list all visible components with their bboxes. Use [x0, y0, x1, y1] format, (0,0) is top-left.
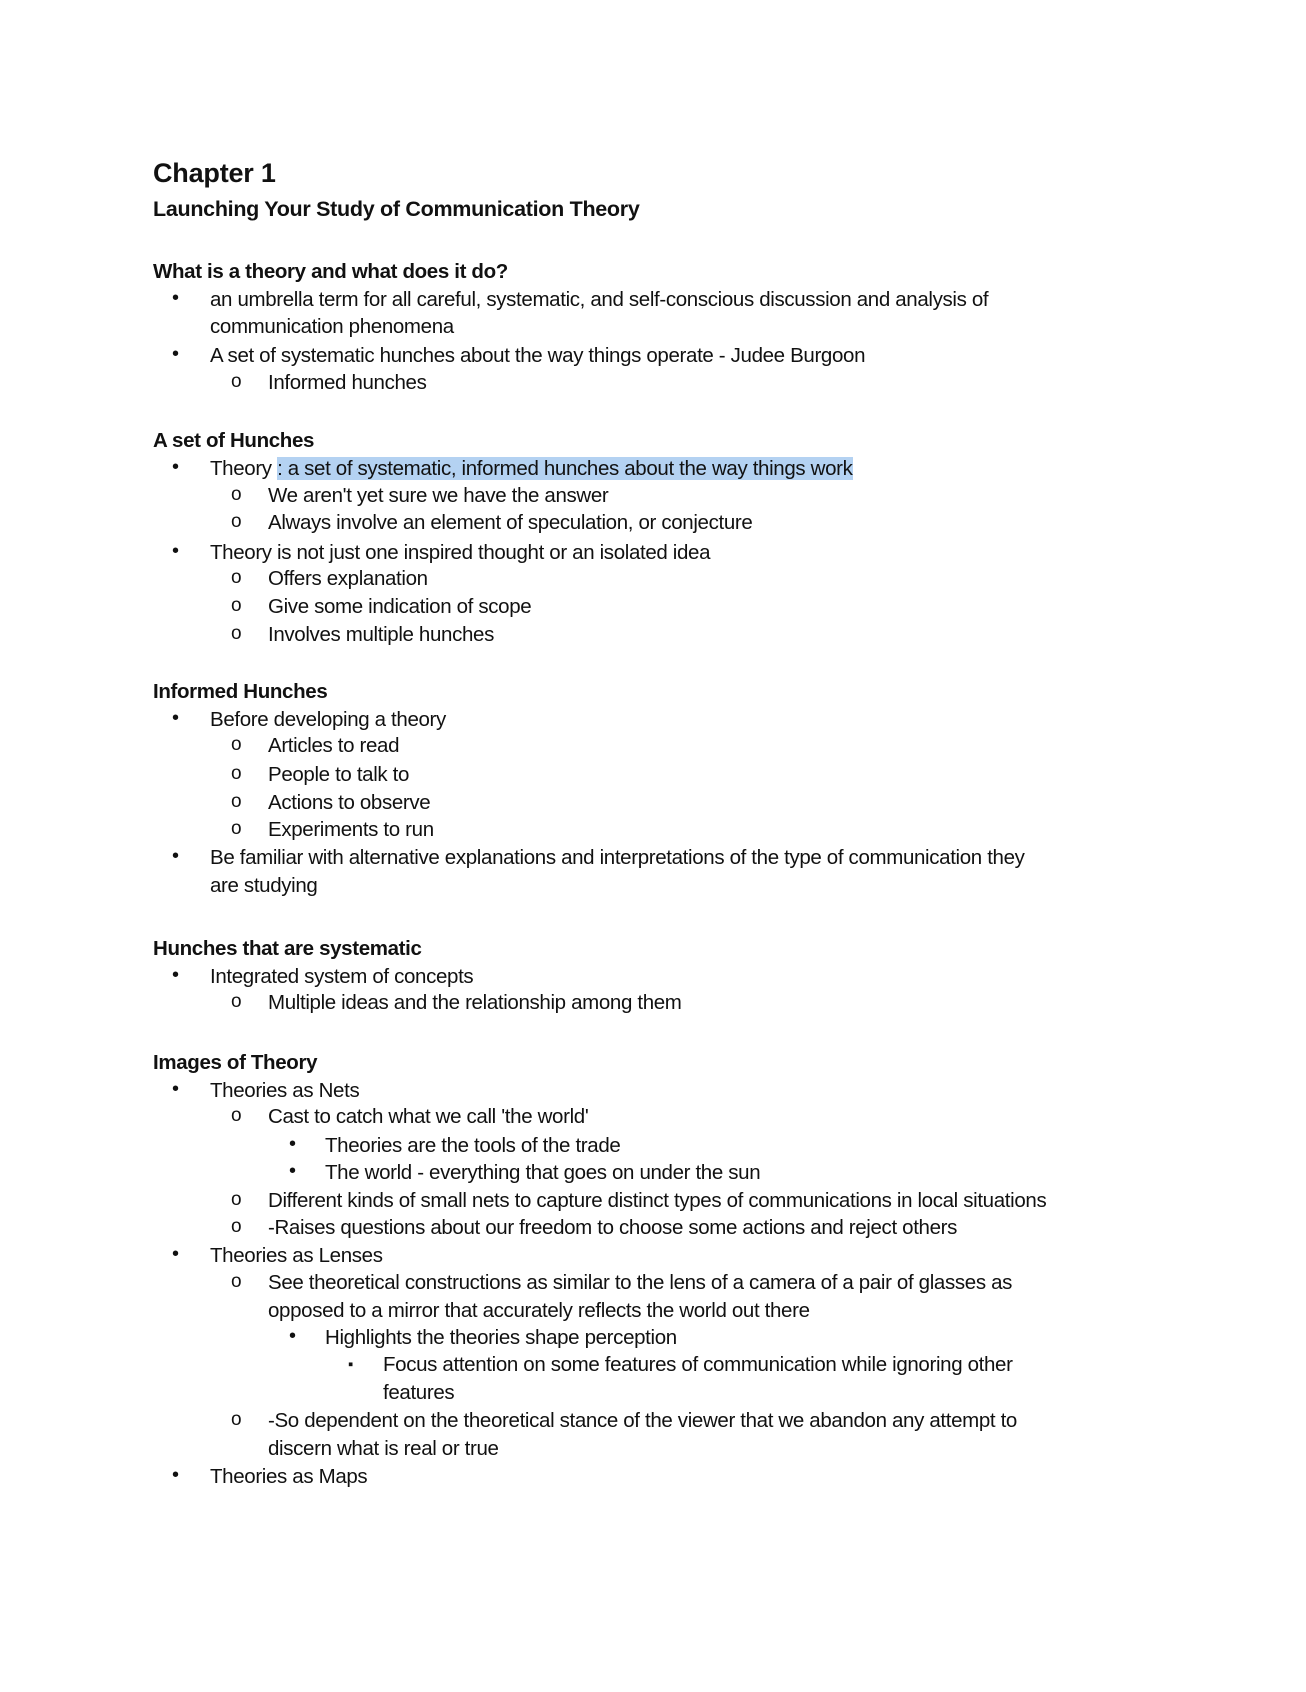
list-item: A set of systematic hunches about the way things operate - Judee Burgoon	[210, 344, 866, 367]
list-subitem: Cast to catch what we call 'the world'	[268, 1105, 589, 1128]
list-subitem: Involves multiple hunches	[268, 623, 494, 646]
list-item	[210, 456, 853, 482]
bullet-marker: •	[289, 1325, 297, 1347]
circle-marker: o	[231, 1271, 242, 1292]
list-subitem: We aren't yet sure we have the answer	[268, 484, 609, 507]
list-subitem: Informed hunches	[268, 371, 427, 394]
circle-marker: o	[231, 1105, 242, 1126]
list-subitem: Experiments to run	[268, 818, 434, 841]
list-subitem: Multiple ideas and the relationship among them	[268, 991, 682, 1014]
circle-marker: o	[231, 371, 242, 392]
list-subitem: People to talk to	[268, 763, 410, 786]
chapter-title: Chapter 1	[153, 158, 276, 188]
list-subitem: Give some indication of scope	[268, 595, 532, 618]
bullet-marker: •	[172, 287, 180, 309]
list-item: Integrated system of concepts	[210, 965, 474, 988]
circle-marker: o	[231, 1409, 242, 1430]
bullet-marker: •	[172, 343, 180, 365]
list-level4-continuation: features	[383, 1381, 455, 1404]
highlighted-text: : a set of systematic, informed hunches about the way things work	[277, 457, 853, 480]
bullet-marker: •	[172, 456, 180, 478]
list-item: Theories as Lenses	[210, 1244, 383, 1267]
circle-marker: o	[231, 595, 242, 616]
circle-marker: o	[231, 818, 242, 839]
section-heading: Informed Hunches	[153, 680, 328, 703]
list-subitem: See theoretical constructions as similar to the lens of a camera of a pair of glasses as	[268, 1271, 1013, 1294]
circle-marker: o	[231, 1189, 242, 1210]
bullet-marker: •	[289, 1133, 297, 1155]
list-subitem: Different kinds of small nets to capture distinct types of communications in local situations	[268, 1189, 1047, 1212]
chapter-subtitle: Launching Your Study of Communication Theory	[153, 197, 640, 221]
circle-marker: o	[231, 734, 242, 755]
bullet-marker: •	[172, 1243, 180, 1265]
list-subitem: Actions to observe	[268, 791, 431, 814]
bullet-marker: •	[172, 540, 180, 562]
circle-marker: o	[231, 991, 242, 1012]
list-subitem-continuation: opposed to a mirror that accurately reflects the world out there	[268, 1299, 810, 1322]
list-item-continuation: communication phenomena	[210, 315, 454, 338]
list-item: Before developing a theory	[210, 708, 446, 731]
list-subitem-continuation: discern what is real or true	[268, 1437, 499, 1460]
circle-marker: o	[231, 484, 242, 505]
circle-marker: o	[231, 567, 242, 588]
list-subsubitem: Theories are the tools of the trade	[325, 1134, 621, 1157]
list-subitem: Offers explanation	[268, 567, 428, 590]
bullet-marker: •	[289, 1160, 297, 1182]
list-item: Theories as Nets	[210, 1079, 360, 1102]
list-subsubitem: The world - everything that goes on under the sun	[325, 1161, 761, 1184]
list-level4-item: Focus attention on some features of communication while ignoring other	[383, 1353, 1013, 1376]
section-heading: A set of Hunches	[153, 429, 315, 452]
bullet-marker: •	[172, 1464, 180, 1486]
list-subitem: -So dependent on the theoretical stance of the viewer that we abandon any attempt to	[268, 1409, 1017, 1432]
bullet-marker: •	[172, 707, 180, 729]
circle-marker: o	[231, 791, 242, 812]
circle-marker: o	[231, 1216, 242, 1237]
bullet-marker: •	[172, 1078, 180, 1100]
circle-marker: o	[231, 763, 242, 784]
section-heading: Images of Theory	[153, 1051, 318, 1074]
list-item-label: Theory	[210, 457, 278, 480]
list-item: an umbrella term for all careful, systematic, and self-conscious discussion and analysis of	[210, 288, 989, 311]
list-item-continuation: are studying	[210, 874, 318, 897]
list-subitem: -Raises questions about our freedom to choose some actions and reject others	[268, 1216, 958, 1239]
list-subsubitem: Highlights the theories shape perception	[325, 1326, 677, 1349]
circle-marker: o	[231, 511, 242, 532]
bullet-marker: •	[172, 964, 180, 986]
circle-marker: o	[231, 623, 242, 644]
list-subitem: Always involve an element of speculation, or conjecture	[268, 511, 753, 534]
list-item: Theories as Maps	[210, 1465, 368, 1488]
list-item: Theory is not just one inspired thought or an isolated idea	[210, 541, 711, 564]
bullet-marker: •	[172, 845, 180, 867]
list-item: Be familiar with alternative explanations and interpretations of the type of communication they	[210, 846, 1025, 869]
square-marker: ▪	[348, 1356, 354, 1373]
section-heading: Hunches that are systematic	[153, 937, 422, 960]
section-heading: What is a theory and what does it do?	[153, 260, 508, 283]
list-subitem: Articles to read	[268, 734, 400, 757]
